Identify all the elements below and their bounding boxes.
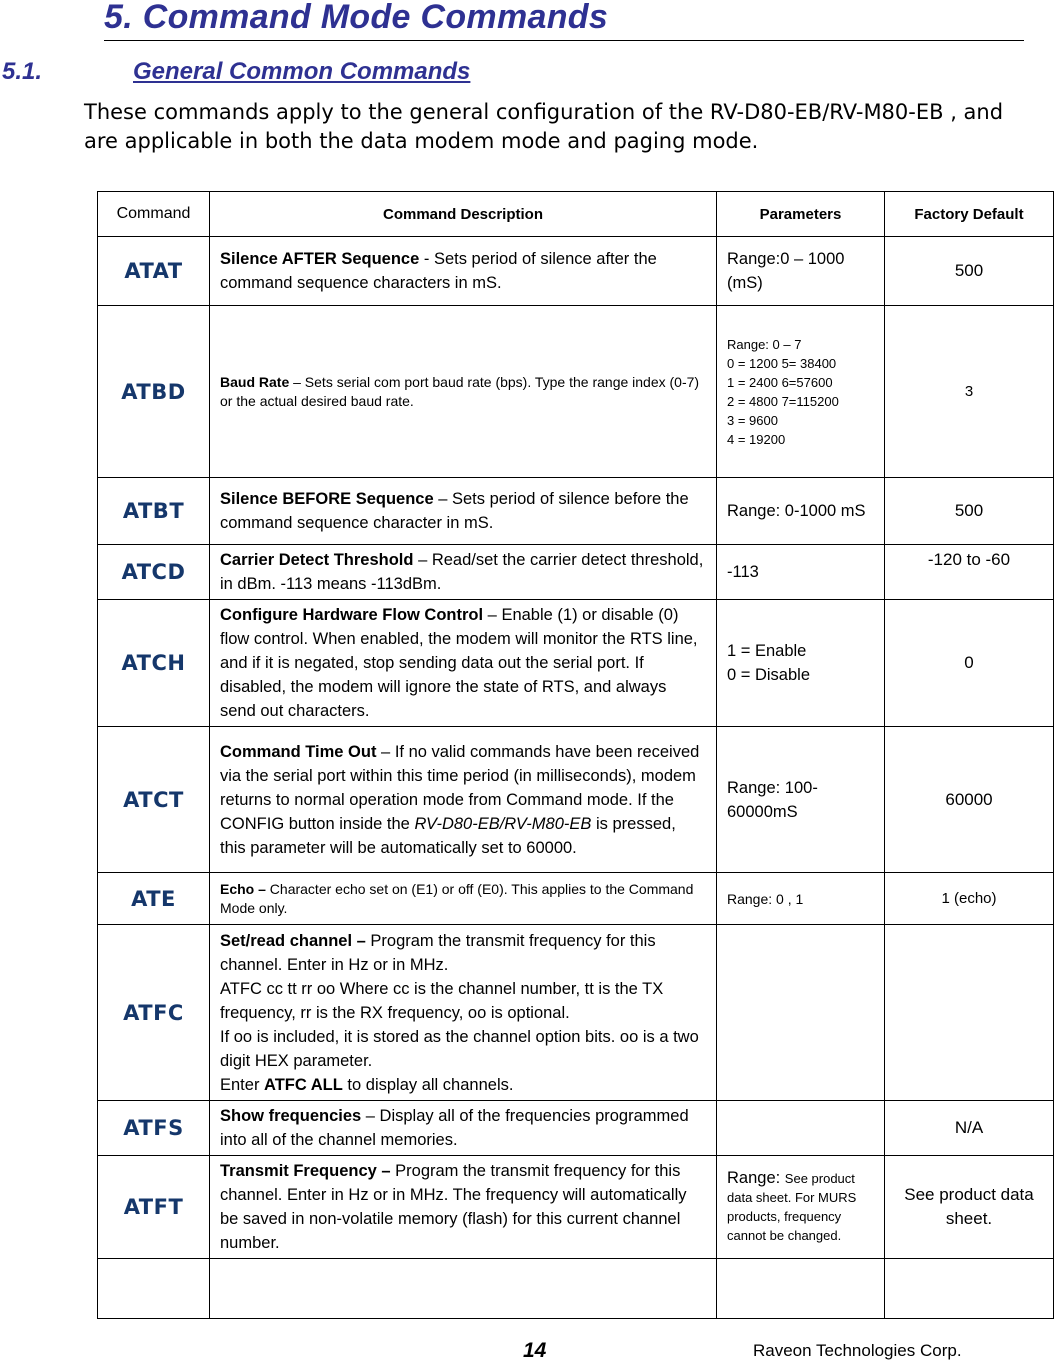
command-code: ATBD bbox=[98, 306, 210, 478]
empty-cell bbox=[885, 1259, 1054, 1319]
table-row bbox=[98, 873, 1054, 925]
table-row bbox=[98, 600, 1054, 727]
table-row bbox=[98, 925, 1054, 1101]
factory-default: See product data sheet. bbox=[885, 1156, 1054, 1259]
command-code: ATFC bbox=[98, 925, 210, 1101]
command-code: ATE bbox=[98, 873, 210, 925]
command-parameters: Range: See product data sheet. For MURS products, frequency cannot be changed. bbox=[717, 1156, 885, 1259]
factory-default: N/A bbox=[885, 1101, 1054, 1156]
command-parameters: Range:0 – 1000 (mS) bbox=[717, 237, 885, 306]
command-code: ATCD bbox=[98, 545, 210, 600]
command-description: Set/read channel – Program the transmit frequency for this channel. Enter in Hz or in MHz. ATFC cc tt rr oo Where cc is the channel number, tt is the TX frequency, rr is the RX frequency, oo is optional. If oo is included, it is stored as the channel option bits. oo is a two digit HEX parameter. Enter ATFC ALL to display all channels. bbox=[210, 925, 717, 1101]
command-parameters: Range: 0-1000 mS bbox=[717, 478, 885, 545]
command-description: Echo – Character echo set on (E1) or off (E0). This applies to the Command Mode only. bbox=[210, 873, 717, 925]
command-code: ATFT bbox=[98, 1156, 210, 1259]
command-parameters bbox=[717, 925, 885, 1101]
factory-default: 1 (echo) bbox=[885, 873, 1054, 925]
command-parameters: Range: 0 , 1 bbox=[717, 873, 885, 925]
company-name: Raveon Technologies Corp. bbox=[753, 1341, 962, 1360]
factory-default: 3 bbox=[885, 306, 1054, 478]
command-description: Silence BEFORE Sequence – Sets period of silence before the command sequence character in mS. bbox=[210, 478, 717, 545]
command-parameters bbox=[717, 1101, 885, 1156]
command-description: Command Time Out – If no valid commands have been received via the serial port within this time period (in milliseconds), modem returns to normal operation mode from Command mode. If the CONFIG button inside the RV-D80-EB/RV-M80-EB is pressed, this parameter will be automatically set to 60000. bbox=[210, 727, 717, 873]
heading-rule bbox=[104, 40, 1024, 41]
subsection-number: 5.1. bbox=[2, 58, 43, 85]
command-description: Carrier Detect Threshold – Read/set the carrier detect threshold, in dBm. -113 means -113dBm. bbox=[210, 545, 717, 600]
command-description: Transmit Frequency – Program the transmit frequency for this channel. Enter in Hz or in MHz. The frequency will automatically be saved in non-volatile memory (flash) for this current channel number. bbox=[210, 1156, 717, 1259]
command-code: ATAT bbox=[98, 237, 210, 306]
header-command: Command bbox=[98, 192, 210, 237]
commands-table bbox=[97, 191, 1054, 1319]
factory-default: 60000 bbox=[885, 727, 1054, 873]
command-description: Silence AFTER Sequence - Sets period of silence after the command sequence characters in mS. bbox=[210, 237, 717, 306]
factory-default: 0 bbox=[885, 600, 1054, 727]
factory-default: -120 to -60 bbox=[885, 545, 1054, 600]
empty-cell bbox=[717, 1259, 885, 1319]
command-code: ATCH bbox=[98, 600, 210, 727]
command-code: ATCT bbox=[98, 727, 210, 873]
command-description: Show frequencies – Display all of the frequencies programmed into all of the channel memories. bbox=[210, 1101, 717, 1156]
command-parameters: Range: 100-60000mS bbox=[717, 727, 885, 873]
table-row bbox=[98, 1101, 1054, 1156]
command-description: Configure Hardware Flow Control – Enable (1) or disable (0) flow control. When enabled, the modem will monitor the RTS line, and if it is negated, stop sending data out the serial port. If disabled, the modem will ignore the state of RTS, and always send out characters. bbox=[210, 600, 717, 727]
command-code: ATBT bbox=[98, 478, 210, 545]
table-row bbox=[98, 545, 1054, 600]
table-row bbox=[98, 237, 1054, 306]
table-row bbox=[98, 478, 1054, 545]
table-row bbox=[98, 1156, 1054, 1259]
section-heading: 5. Command Mode Commands bbox=[104, 0, 609, 36]
command-parameters: 1 = Enable 0 = Disable bbox=[717, 600, 885, 727]
header-description: Command Description bbox=[210, 192, 717, 237]
header-parameters: Parameters bbox=[717, 192, 885, 237]
empty-cell bbox=[98, 1259, 210, 1319]
table-header-row bbox=[98, 192, 1054, 237]
table-row-empty bbox=[98, 1259, 1054, 1319]
command-parameters: Range: 0 – 7 0 = 1200 5= 38400 1 = 2400 6=57600 2 = 4800 7=115200 3 = 9600 4 = 19200 bbox=[717, 306, 885, 478]
factory-default bbox=[885, 925, 1054, 1101]
empty-cell bbox=[210, 1259, 717, 1319]
table-row bbox=[98, 306, 1054, 478]
subsection-heading: General Common Commands bbox=[133, 58, 471, 85]
factory-default: 500 bbox=[885, 478, 1054, 545]
table-row bbox=[98, 727, 1054, 873]
intro-paragraph: These commands apply to the general configuration of the RV-D80-EB/RV-M80-EB , and are applicable in both the data modem mode and paging mode. bbox=[84, 100, 1004, 153]
page-number: 14 bbox=[523, 1339, 547, 1362]
factory-default: 500 bbox=[885, 237, 1054, 306]
command-code: ATFS bbox=[98, 1101, 210, 1156]
command-parameters: -113 bbox=[717, 545, 885, 600]
command-description: Baud Rate – Sets serial com port baud rate (bps). Type the range index (0-7) or the actual desired baud rate. bbox=[210, 306, 717, 478]
header-default: Factory Default bbox=[885, 192, 1054, 237]
